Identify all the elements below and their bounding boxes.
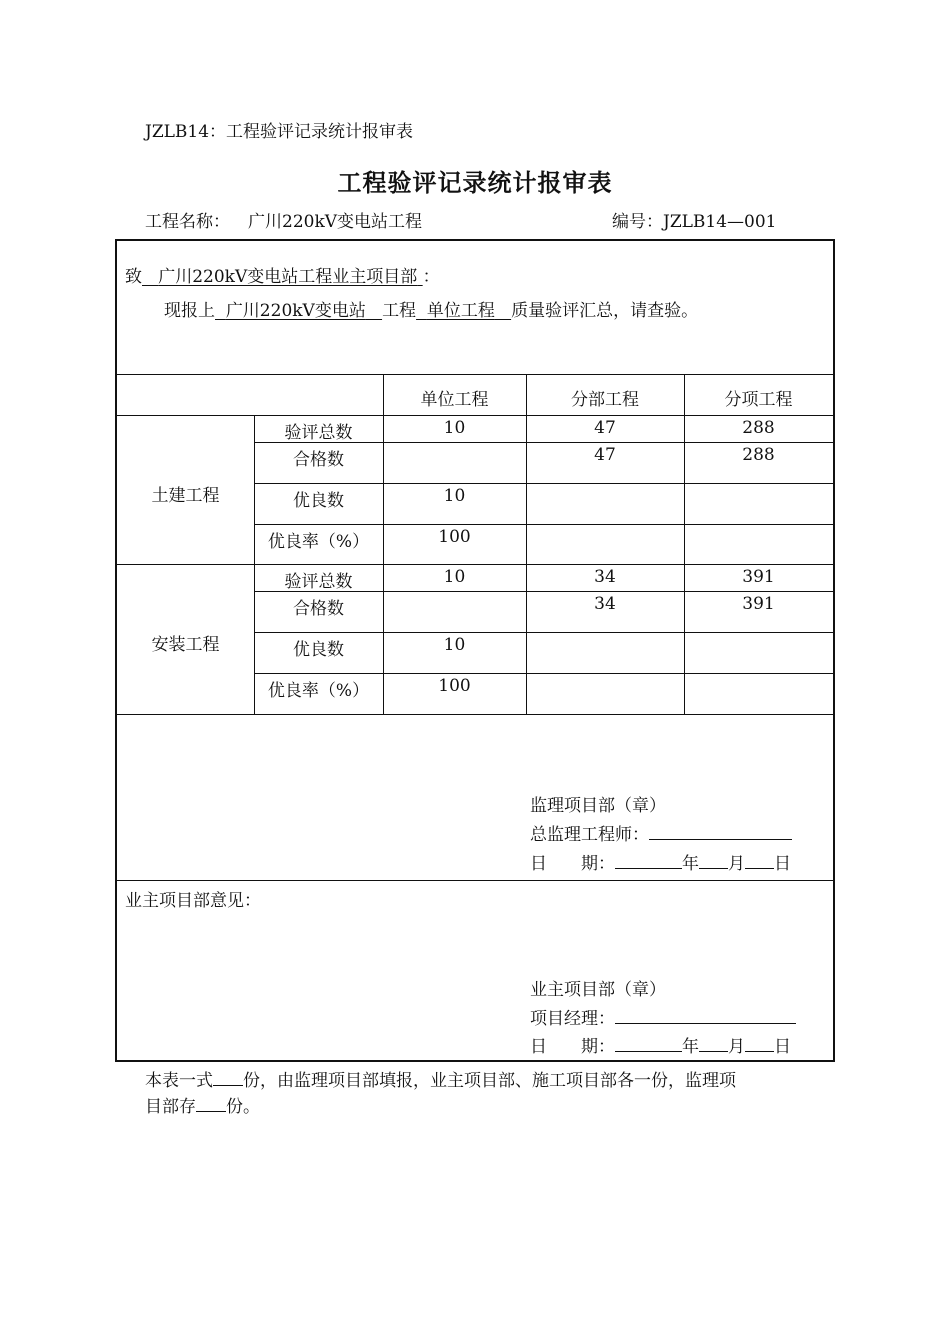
- grid-line: [254, 673, 833, 674]
- report-prefix: 现报上: [164, 301, 215, 321]
- supervision-date-line: [530, 849, 791, 874]
- owner-day-field[interactable]: [745, 1034, 774, 1052]
- chief-engineer-label: 总监理工程师：: [530, 825, 649, 845]
- year-label: 年: [682, 1037, 699, 1057]
- owner-year-field[interactable]: [615, 1034, 682, 1052]
- chief-engineer-signature-field[interactable]: [649, 822, 792, 840]
- footer-text: 份。: [226, 1097, 260, 1117]
- column-header-unit: 单位工程: [420, 390, 489, 410]
- grid-line: [254, 524, 833, 525]
- project-manager-line: [530, 1004, 796, 1029]
- addressee-name: 广川220kV变电站工程业主项目部: [158, 267, 418, 287]
- month-label: 月: [728, 854, 745, 874]
- table-cell: 391: [742, 567, 775, 587]
- section-name-civil: 土建工程: [151, 486, 220, 506]
- footer-note-line-1: [145, 1066, 736, 1091]
- metric-label: 优良率（%）: [267, 681, 370, 701]
- owner-month-field[interactable]: [699, 1034, 728, 1052]
- grid-line: [117, 880, 833, 881]
- metric-label: 验评总数: [284, 572, 353, 592]
- column-header-item: 分项工程: [724, 390, 793, 410]
- owner-opinion-label: 业主项目部意见：: [125, 891, 261, 911]
- table-cell: 391: [742, 594, 775, 614]
- addressee-line: [125, 262, 440, 287]
- grid-line: [117, 415, 833, 416]
- project-manager-label: 项目经理：: [530, 1009, 615, 1029]
- page-title: 工程验评记录统计报审表: [337, 168, 613, 197]
- report-unit: 单位工程: [426, 301, 495, 321]
- document-number-value: JZLB14—001: [663, 212, 777, 232]
- table-cell: 34: [594, 567, 616, 587]
- table-cell: 288: [742, 418, 775, 438]
- table-cell: 10: [443, 635, 466, 655]
- table-cell: 47: [594, 418, 616, 438]
- supervision-year-field[interactable]: [615, 851, 682, 869]
- grid-line: [117, 374, 833, 375]
- owner-date-label: 日 期：: [530, 1037, 615, 1057]
- footer-text: 份，由监理项目部填报，业主项目部、施工项目部各一份，监理项: [243, 1071, 736, 1091]
- supervision-day-field[interactable]: [745, 851, 774, 869]
- archived-copies-field[interactable]: [196, 1094, 226, 1112]
- project-manager-signature-field[interactable]: [615, 1006, 796, 1024]
- report-project-word: 工程: [382, 301, 417, 321]
- supervision-dept-seal: 监理项目部（章）: [530, 796, 666, 816]
- table-cell: 10: [443, 567, 466, 587]
- day-label: 日: [774, 854, 791, 874]
- metric-label: 验评总数: [284, 423, 353, 443]
- table-cell: 100: [438, 676, 471, 696]
- document-number-label: 编号：: [612, 212, 663, 232]
- table-cell: 10: [443, 486, 466, 506]
- project-name-value: 广川220kV变电站工程: [248, 212, 423, 232]
- report-suffix: 质量验评汇总，请查验。: [511, 301, 699, 321]
- project-name-line: [145, 207, 422, 232]
- footer-note-line-2: [145, 1092, 260, 1117]
- column-header-division: 分部工程: [571, 390, 639, 410]
- year-label: 年: [682, 854, 699, 874]
- document-number-line: [612, 207, 777, 232]
- report-project-name: 广川220kV变电站: [225, 301, 366, 321]
- metric-label: 优良数: [293, 491, 344, 511]
- project-name-label: 工程名称：: [145, 212, 230, 232]
- supervision-month-field[interactable]: [699, 851, 728, 869]
- section-name-installation: 安装工程: [151, 635, 220, 655]
- table-cell: 10: [443, 418, 466, 438]
- month-label: 月: [728, 1037, 745, 1057]
- day-label: 日: [774, 1037, 791, 1057]
- metric-label: 优良率（%）: [267, 532, 370, 552]
- table-cell: 100: [438, 527, 471, 547]
- grid-line: [117, 714, 833, 715]
- footer-text: 本表一式: [145, 1071, 213, 1091]
- report-form-table: [115, 239, 835, 1062]
- owner-date-line: [530, 1032, 791, 1057]
- table-cell: 288: [742, 445, 775, 465]
- table-cell: 34: [594, 594, 616, 614]
- supervision-date-label: 日 期：: [530, 854, 615, 874]
- document-code: JZLB14：工程验评记录统计报审表: [145, 122, 414, 142]
- grid-line: [117, 564, 833, 565]
- metric-label: 合格数: [293, 599, 344, 619]
- footer-text: 目部存: [145, 1097, 196, 1117]
- report-statement: [164, 296, 698, 321]
- addressee-suffix: ：: [422, 267, 440, 287]
- grid-line: [254, 632, 833, 633]
- table-cell: 47: [594, 445, 616, 465]
- addressee-prefix: 致: [125, 267, 142, 287]
- owner-dept-seal: 业主项目部（章）: [530, 980, 666, 1000]
- metric-label: 合格数: [293, 450, 344, 470]
- chief-engineer-line: [530, 820, 792, 845]
- grid-line: [254, 483, 833, 484]
- metric-label: 优良数: [293, 640, 344, 660]
- copies-count-field[interactable]: [213, 1068, 243, 1086]
